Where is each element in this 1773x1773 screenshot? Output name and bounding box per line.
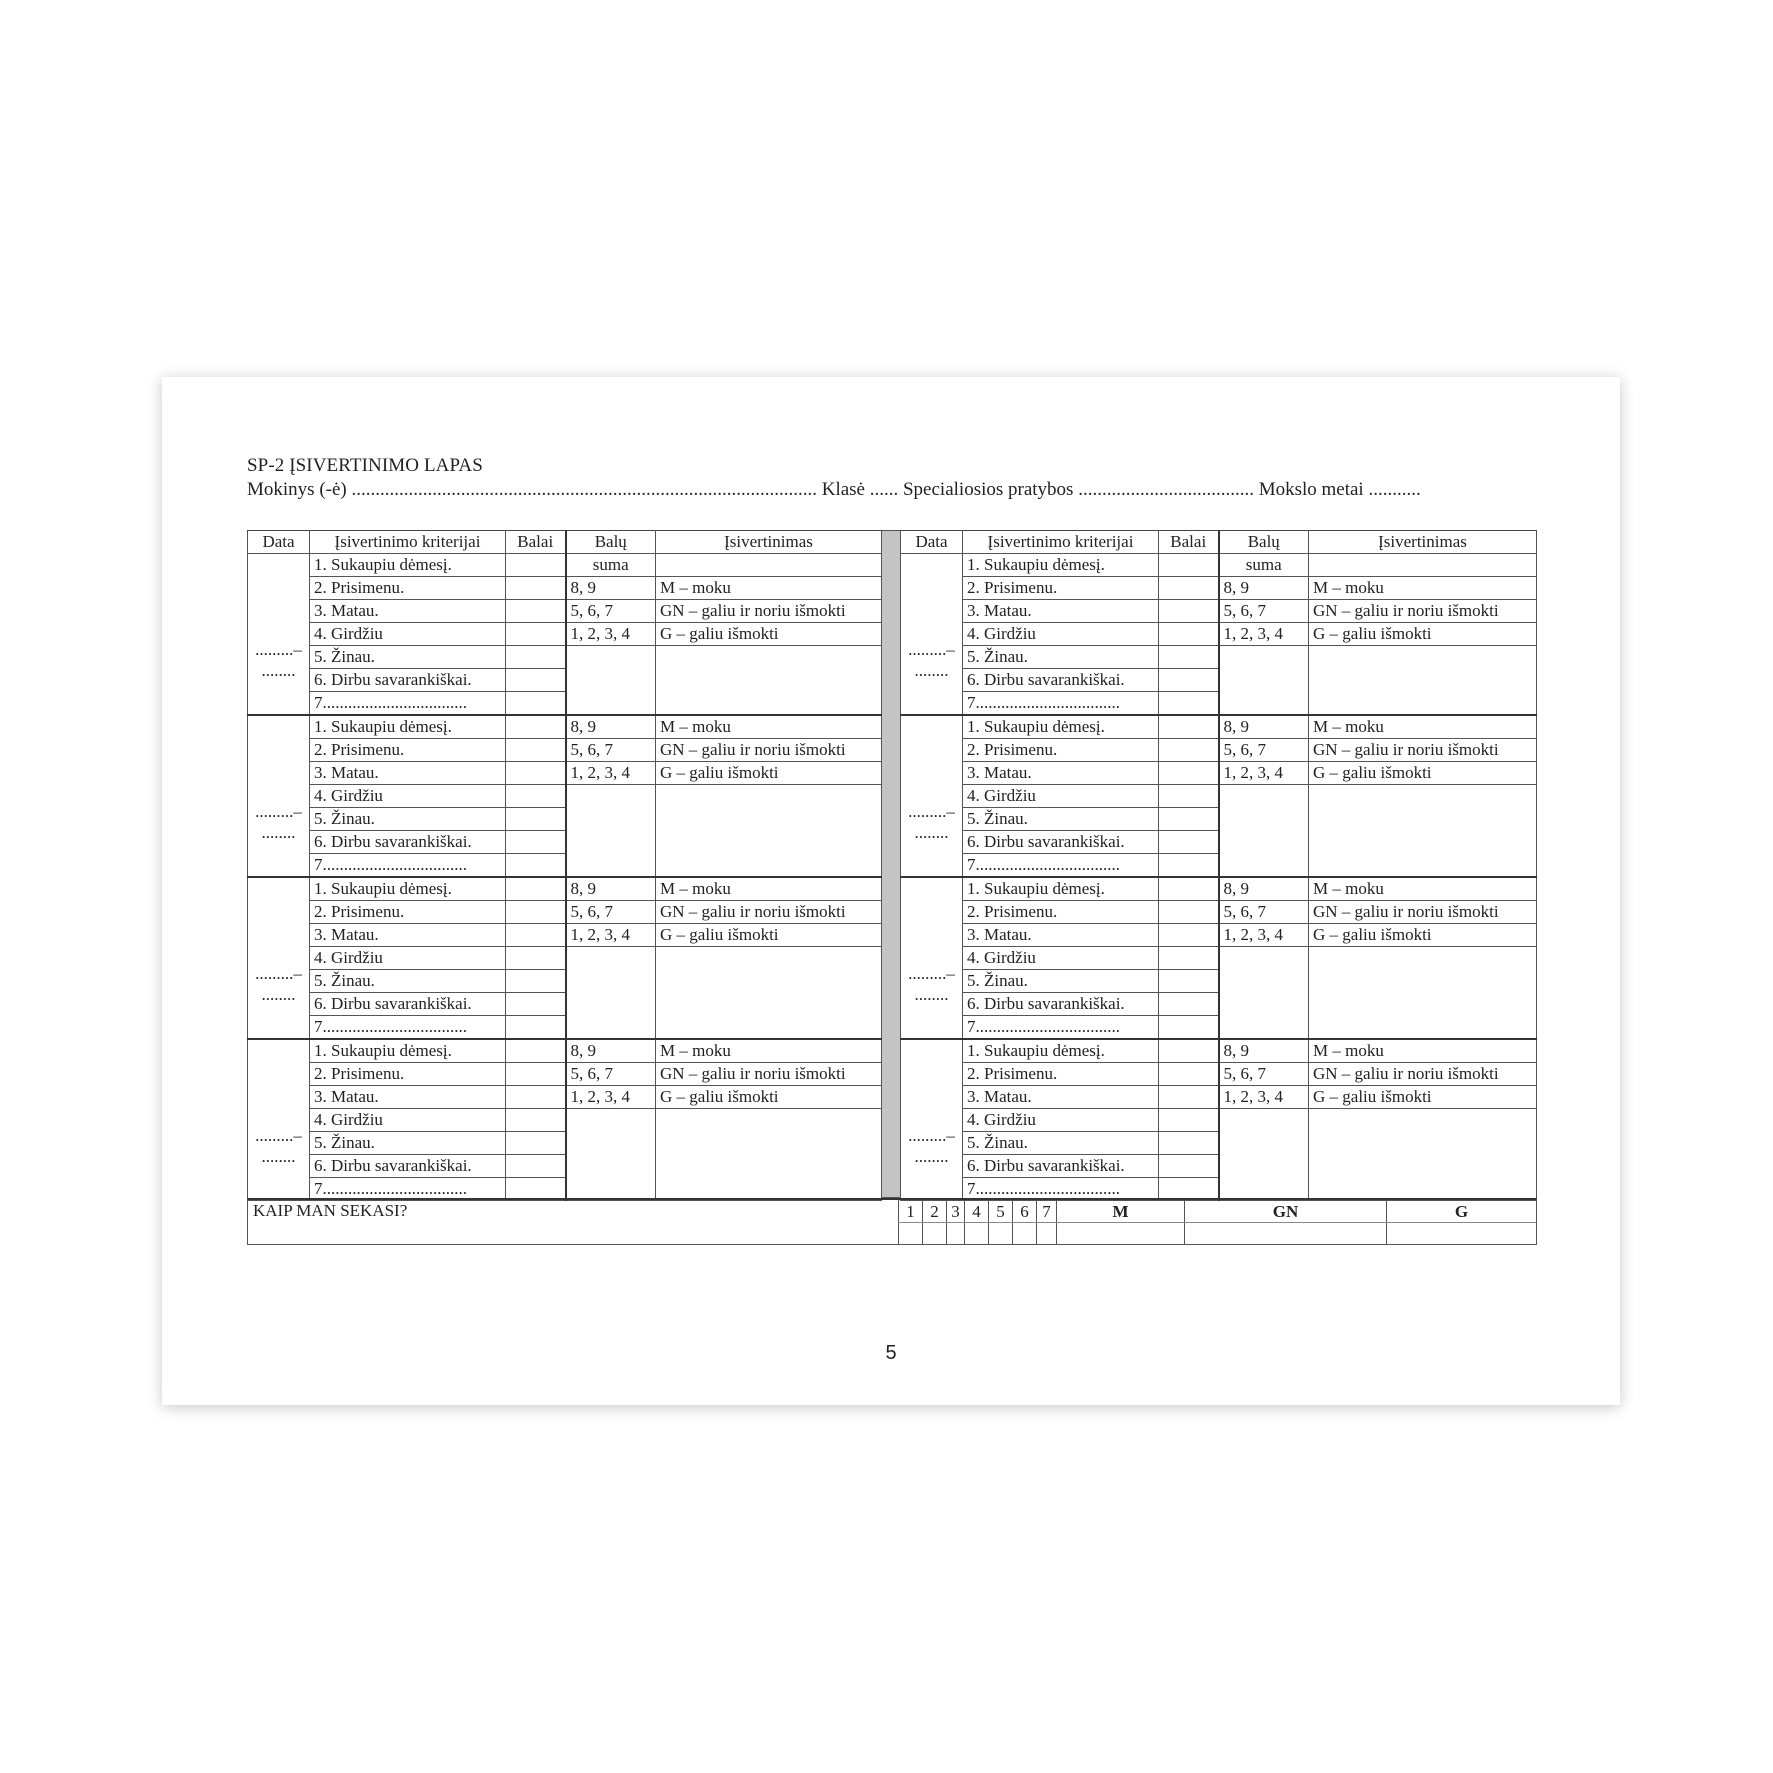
points-input-cell[interactable] <box>506 993 566 1016</box>
score-evaluation: M – moku <box>1309 877 1537 901</box>
points-input-cell[interactable] <box>1159 600 1219 623</box>
left-assessment-table <box>247 530 882 1201</box>
score-sum: 5, 6, 7 <box>566 600 656 623</box>
header-sum-bottom: suma <box>566 554 656 577</box>
scale-number-1: 1 <box>899 1200 923 1223</box>
points-input-cell[interactable] <box>1159 924 1219 947</box>
score-sum: 1, 2, 3, 4 <box>1219 623 1309 646</box>
scale-entry-cell[interactable] <box>989 1223 1013 1246</box>
score-evaluation: GN – galiu ir noriu išmokti <box>1309 901 1537 924</box>
score-sum: 1, 2, 3, 4 <box>566 1086 656 1109</box>
sum-entry-cell[interactable] <box>1219 1109 1309 1201</box>
points-input-cell[interactable] <box>1159 1063 1219 1086</box>
date-spacer <box>252 919 305 963</box>
criteria-row <box>901 877 1537 901</box>
criterion-label: 6. Dirbu savarankiškai. <box>310 831 506 854</box>
sum-entry-cell[interactable] <box>1219 947 1309 1040</box>
date-placeholder-to: ........ <box>914 661 949 680</box>
criteria-row <box>901 577 1537 600</box>
points-input-cell[interactable] <box>506 1016 566 1040</box>
scale-number-4: 4 <box>965 1200 989 1223</box>
criterion-label: 1. Sukaupiu dėmesį. <box>963 715 1159 739</box>
center-gutter <box>882 530 900 1198</box>
criteria-row <box>901 762 1537 785</box>
scale-number-5: 5 <box>989 1200 1013 1223</box>
criteria-row <box>901 623 1537 646</box>
points-input-cell[interactable] <box>1159 1155 1219 1178</box>
page-number: 5 <box>885 1342 897 1364</box>
score-sum: 8, 9 <box>566 715 656 739</box>
criteria-row <box>901 1086 1537 1109</box>
criteria-row <box>901 600 1537 623</box>
criterion-label: 3. Matau. <box>963 1086 1159 1109</box>
points-input-cell[interactable] <box>506 1039 566 1063</box>
points-input-cell[interactable] <box>506 854 566 878</box>
points-input-cell[interactable] <box>1159 623 1219 646</box>
score-sum: 5, 6, 7 <box>566 901 656 924</box>
score-evaluation: G – galiu išmokti <box>656 1086 882 1109</box>
points-input-cell[interactable] <box>506 739 566 762</box>
points-input-cell[interactable] <box>506 715 566 739</box>
scale-level-g: G <box>1387 1200 1537 1223</box>
criteria-row <box>248 739 882 762</box>
points-input-cell[interactable] <box>1159 785 1219 808</box>
criterion-label: 7.................................. <box>963 1178 1159 1201</box>
score-evaluation: M – moku <box>1309 1039 1537 1063</box>
criterion-label: 5. Žinau. <box>963 646 1159 669</box>
score-evaluation: GN – galiu ir noriu išmokti <box>656 739 882 762</box>
criterion-label: 6. Dirbu savarankiškai. <box>963 993 1159 1016</box>
points-input-cell[interactable] <box>1159 762 1219 785</box>
score-evaluation: GN – galiu ir noriu išmokti <box>1309 1063 1537 1086</box>
criterion-label: 4. Girdžiu <box>310 1109 506 1132</box>
score-evaluation: GN – galiu ir noriu išmokti <box>1309 739 1537 762</box>
points-input-cell[interactable] <box>506 947 566 970</box>
points-input-cell[interactable] <box>506 577 566 600</box>
date-placeholder-to: ........ <box>261 823 296 842</box>
date-cell[interactable] <box>248 715 310 877</box>
scale-entry-cell[interactable] <box>947 1223 965 1246</box>
criteria-row <box>901 1039 1537 1063</box>
criteria-row <box>248 877 882 901</box>
date-spacer <box>905 595 958 639</box>
date-placeholder-from: .........– <box>255 1126 302 1145</box>
evaluation-entry-cell[interactable] <box>1309 646 1537 716</box>
criterion-label: 3. Matau. <box>963 924 1159 947</box>
criterion-label: 4. Girdžiu <box>963 1109 1159 1132</box>
criterion-label: 7.................................. <box>963 1016 1159 1040</box>
criteria-row <box>248 646 882 669</box>
criteria-row <box>248 785 882 808</box>
criterion-label: 7.................................. <box>310 692 506 716</box>
date-placeholder-to: ........ <box>914 823 949 842</box>
criteria-row <box>248 1063 882 1086</box>
criterion-label: 4. Girdžiu <box>963 785 1159 808</box>
criterion-label: 7.................................. <box>963 854 1159 878</box>
criterion-label: 3. Matau. <box>310 600 506 623</box>
criteria-row <box>901 785 1537 808</box>
score-evaluation: G – galiu išmokti <box>1309 762 1537 785</box>
criterion-label: 7.................................. <box>310 1178 506 1201</box>
criteria-row <box>901 1109 1537 1132</box>
criteria-row <box>901 646 1537 669</box>
score-evaluation: M – moku <box>656 715 882 739</box>
scale-number-6: 6 <box>1013 1200 1037 1223</box>
header-row <box>248 531 882 554</box>
score-evaluation: G – galiu išmokti <box>1309 623 1537 646</box>
date-spacer <box>905 1081 958 1125</box>
right-half <box>900 530 1537 1201</box>
date-spacer <box>252 757 305 801</box>
criteria-row <box>248 924 882 947</box>
criterion-label: 5. Žinau. <box>310 970 506 993</box>
sum-entry-cell[interactable] <box>1219 785 1309 878</box>
score-sum: 5, 6, 7 <box>1219 600 1309 623</box>
date-cell[interactable] <box>901 715 963 877</box>
date-placeholder-from: .........– <box>908 964 955 983</box>
score-sum: 8, 9 <box>566 877 656 901</box>
score-evaluation: G – galiu išmokti <box>1309 924 1537 947</box>
header-criteria: Įsivertinimo kriterijai <box>963 531 1159 554</box>
criteria-row <box>248 1086 882 1109</box>
evaluation-entry-cell[interactable] <box>1309 947 1537 1040</box>
criterion-label: 1. Sukaupiu dėmesį. <box>310 1039 506 1063</box>
criteria-row <box>248 1109 882 1132</box>
criterion-label: 4. Girdžiu <box>963 623 1159 646</box>
date-placeholder-to: ........ <box>261 1147 296 1166</box>
criterion-label: 1. Sukaupiu dėmesį. <box>310 715 506 739</box>
points-input-cell[interactable] <box>1159 1109 1219 1132</box>
date-spacer <box>905 919 958 963</box>
scale-number-7: 7 <box>1037 1200 1057 1223</box>
score-sum: 8, 9 <box>1219 715 1309 739</box>
sum-entry-cell[interactable] <box>566 1109 656 1201</box>
points-input-cell[interactable] <box>506 785 566 808</box>
criteria-row <box>901 901 1537 924</box>
points-input-cell[interactable] <box>1159 1086 1219 1109</box>
points-input-cell[interactable] <box>506 623 566 646</box>
points-input-cell[interactable] <box>506 554 566 577</box>
points-input-cell[interactable] <box>1159 970 1219 993</box>
sum-entry-cell[interactable] <box>566 947 656 1040</box>
score-sum: 1, 2, 3, 4 <box>1219 924 1309 947</box>
score-evaluation: G – galiu išmokti <box>656 623 882 646</box>
date-cell[interactable] <box>901 877 963 1039</box>
criteria-row <box>248 577 882 600</box>
score-sum: 8, 9 <box>1219 577 1309 600</box>
scale-entry-cell[interactable] <box>1185 1223 1387 1246</box>
score-sum: 8, 9 <box>566 577 656 600</box>
date-placeholder-to: ........ <box>914 1147 949 1166</box>
points-input-cell[interactable] <box>506 1063 566 1086</box>
evaluation-entry-cell[interactable] <box>656 785 882 878</box>
criteria-row <box>901 947 1537 970</box>
score-evaluation: G – galiu išmokti <box>656 924 882 947</box>
header-row <box>901 531 1537 554</box>
criterion-label: 3. Matau. <box>310 924 506 947</box>
criterion-label: 5. Žinau. <box>310 808 506 831</box>
right-assessment-table <box>900 530 1537 1201</box>
score-sum: 1, 2, 3, 4 <box>1219 1086 1309 1109</box>
criterion-label: 6. Dirbu savarankiškai. <box>310 669 506 692</box>
evaluation-entry-cell[interactable] <box>1309 785 1537 878</box>
score-sum: 5, 6, 7 <box>1219 901 1309 924</box>
scale-level-m: M <box>1057 1200 1185 1223</box>
scale-number-2: 2 <box>923 1200 947 1223</box>
score-sum: 1, 2, 3, 4 <box>566 623 656 646</box>
points-input-cell[interactable] <box>1159 646 1219 669</box>
header-data: Data <box>248 531 310 554</box>
score-sum: 8, 9 <box>566 1039 656 1063</box>
points-input-cell[interactable] <box>506 924 566 947</box>
score-evaluation: GN – galiu ir noriu išmokti <box>656 901 882 924</box>
footer-scale <box>898 1200 1536 1244</box>
scale-entry-cell[interactable] <box>1037 1223 1057 1246</box>
sum-entry-cell[interactable] <box>1219 646 1309 716</box>
date-placeholder-from: .........– <box>255 640 302 659</box>
evaluation-blank <box>1309 554 1537 577</box>
points-input-cell[interactable] <box>1159 1039 1219 1063</box>
evaluation-entry-cell[interactable] <box>656 1109 882 1201</box>
criterion-label: 4. Girdžiu <box>963 947 1159 970</box>
score-evaluation: G – galiu išmokti <box>656 762 882 785</box>
header-sum-top: Balų <box>1219 531 1309 554</box>
date-cell[interactable] <box>248 1039 310 1201</box>
points-input-cell[interactable] <box>1159 739 1219 762</box>
score-sum: 1, 2, 3, 4 <box>566 762 656 785</box>
criterion-label: 4. Girdžiu <box>310 785 506 808</box>
criterion-label: 6. Dirbu savarankiškai. <box>310 993 506 1016</box>
criterion-label: 6. Dirbu savarankiškai. <box>310 1155 506 1178</box>
evaluation-entry-cell[interactable] <box>656 947 882 1040</box>
score-evaluation: GN – galiu ir noriu išmokti <box>656 600 882 623</box>
points-input-cell[interactable] <box>506 808 566 831</box>
points-input-cell[interactable] <box>506 692 566 716</box>
points-input-cell[interactable] <box>1159 854 1219 878</box>
score-sum: 1, 2, 3, 4 <box>1219 762 1309 785</box>
header-data: Data <box>901 531 963 554</box>
criterion-label: 1. Sukaupiu dėmesį. <box>963 554 1159 577</box>
sheet-title: SP-2 ĮSIVERTINIMO LAPAS <box>247 455 483 476</box>
criterion-label: 6. Dirbu savarankiškai. <box>963 1155 1159 1178</box>
date-placeholder-from: .........– <box>908 1126 955 1145</box>
criterion-label: 5. Žinau. <box>963 1132 1159 1155</box>
points-input-cell[interactable] <box>1159 577 1219 600</box>
date-placeholder-to: ........ <box>261 661 296 680</box>
date-spacer <box>905 757 958 801</box>
header-evaluation: Įsivertinimas <box>1309 531 1537 554</box>
student-info-line: Mokinys (-ė) .................................................................................................. Klasė ...... Specialiosios pratybos ..................................... Mokslo metai ........... <box>247 479 1421 500</box>
header-evaluation: Įsivertinimas <box>656 531 882 554</box>
criteria-row <box>901 924 1537 947</box>
points-input-cell[interactable] <box>1159 808 1219 831</box>
criterion-label: 5. Žinau. <box>310 1132 506 1155</box>
points-input-cell[interactable] <box>506 1155 566 1178</box>
criteria-row <box>901 739 1537 762</box>
criterion-label: 2. Prisimenu. <box>310 901 506 924</box>
criterion-label: 4. Girdžiu <box>310 947 506 970</box>
points-input-cell[interactable] <box>506 1086 566 1109</box>
date-placeholder-to: ........ <box>914 985 949 1004</box>
criterion-label: 6. Dirbu savarankiškai. <box>963 831 1159 854</box>
date-cell[interactable] <box>901 1039 963 1201</box>
footer-question: KAIP MAN SEKASI? <box>253 1201 408 1220</box>
points-input-cell[interactable] <box>506 600 566 623</box>
points-input-cell[interactable] <box>506 970 566 993</box>
points-input-cell[interactable] <box>506 877 566 901</box>
evaluation-blank <box>656 554 882 577</box>
criteria-row <box>901 1063 1537 1086</box>
evaluation-entry-cell[interactable] <box>656 646 882 716</box>
header-sum-bottom: suma <box>1219 554 1309 577</box>
footer-self-check <box>247 1198 1537 1245</box>
points-input-cell[interactable] <box>506 669 566 692</box>
scale-entry-cell[interactable] <box>1057 1223 1185 1246</box>
score-evaluation: M – moku <box>656 1039 882 1063</box>
points-input-cell[interactable] <box>1159 901 1219 924</box>
score-evaluation: GN – galiu ir noriu išmokti <box>1309 600 1537 623</box>
date-placeholder-from: .........– <box>255 802 302 821</box>
points-input-cell[interactable] <box>1159 947 1219 970</box>
score-sum: 5, 6, 7 <box>1219 739 1309 762</box>
criterion-label: 2. Prisimenu. <box>963 577 1159 600</box>
points-input-cell[interactable] <box>506 762 566 785</box>
points-input-cell[interactable] <box>1159 692 1219 716</box>
criterion-label: 2. Prisimenu. <box>310 577 506 600</box>
scale-entry-cell[interactable] <box>899 1223 923 1246</box>
criterion-label: 3. Matau. <box>310 762 506 785</box>
criterion-label: 7.................................. <box>310 1016 506 1040</box>
criterion-label: 5. Žinau. <box>963 970 1159 993</box>
criterion-label: 2. Prisimenu. <box>963 739 1159 762</box>
scale-entry-cell[interactable] <box>923 1223 947 1246</box>
header-sum-top: Balų <box>566 531 656 554</box>
sum-entry-cell[interactable] <box>566 646 656 716</box>
criterion-label: 7.................................. <box>310 854 506 878</box>
criterion-label: 5. Žinau. <box>310 646 506 669</box>
criterion-label: 6. Dirbu savarankiškai. <box>963 669 1159 692</box>
score-evaluation: M – moku <box>1309 715 1537 739</box>
date-placeholder-from: .........– <box>255 964 302 983</box>
date-placeholder-from: .........– <box>908 640 955 659</box>
points-input-cell[interactable] <box>1159 1132 1219 1155</box>
score-evaluation: GN – galiu ir noriu išmokti <box>656 1063 882 1086</box>
points-input-cell[interactable] <box>506 1109 566 1132</box>
scale-entry-cell[interactable] <box>1387 1223 1537 1246</box>
scale-entry-cell[interactable] <box>965 1223 989 1246</box>
score-evaluation: M – moku <box>1309 577 1537 600</box>
points-input-cell[interactable] <box>506 831 566 854</box>
criteria-row <box>248 1039 882 1063</box>
points-input-cell[interactable] <box>1159 831 1219 854</box>
sum-entry-cell[interactable] <box>566 785 656 878</box>
criteria-row <box>248 600 882 623</box>
score-sum: 1, 2, 3, 4 <box>566 924 656 947</box>
header-criteria: Įsivertinimo kriterijai <box>310 531 506 554</box>
criteria-row <box>248 901 882 924</box>
score-sum: 5, 6, 7 <box>566 739 656 762</box>
criterion-label: 7.................................. <box>963 692 1159 716</box>
score-evaluation: G – galiu išmokti <box>1309 1086 1537 1109</box>
points-input-cell[interactable] <box>506 1132 566 1155</box>
criterion-label: 1. Sukaupiu dėmesį. <box>310 877 506 901</box>
criterion-label: 5. Žinau. <box>963 808 1159 831</box>
criterion-label: 2. Prisimenu. <box>310 1063 506 1086</box>
date-cell[interactable] <box>248 554 310 716</box>
date-spacer <box>252 595 305 639</box>
scale-number-3: 3 <box>947 1200 965 1223</box>
header-points: Balai <box>506 531 566 554</box>
points-input-cell[interactable] <box>1159 993 1219 1016</box>
score-sum: 5, 6, 7 <box>1219 1063 1309 1086</box>
evaluation-entry-cell[interactable] <box>1309 1109 1537 1201</box>
criteria-row <box>248 762 882 785</box>
criterion-label: 2. Prisimenu. <box>310 739 506 762</box>
date-spacer <box>252 1081 305 1125</box>
criterion-label: 3. Matau. <box>310 1086 506 1109</box>
criterion-label: 2. Prisimenu. <box>963 901 1159 924</box>
criteria-row <box>248 623 882 646</box>
score-evaluation: M – moku <box>656 877 882 901</box>
date-cell[interactable] <box>901 554 963 716</box>
criteria-row <box>901 715 1537 739</box>
points-input-cell[interactable] <box>1159 715 1219 739</box>
points-input-cell[interactable] <box>506 646 566 669</box>
criteria-row <box>248 947 882 970</box>
criteria-row <box>901 554 1537 577</box>
points-input-cell[interactable] <box>1159 669 1219 692</box>
score-sum: 8, 9 <box>1219 1039 1309 1063</box>
scale-entry-cell[interactable] <box>1013 1223 1037 1246</box>
criterion-label: 2. Prisimenu. <box>963 1063 1159 1086</box>
criteria-row <box>248 715 882 739</box>
criterion-label: 1. Sukaupiu dėmesį. <box>963 877 1159 901</box>
score-evaluation: M – moku <box>656 577 882 600</box>
score-sum: 5, 6, 7 <box>566 1063 656 1086</box>
criterion-label: 3. Matau. <box>963 762 1159 785</box>
points-input-cell[interactable] <box>1159 554 1219 577</box>
points-input-cell[interactable] <box>1159 1016 1219 1040</box>
left-half <box>247 530 882 1201</box>
date-placeholder-to: ........ <box>261 985 296 1004</box>
criterion-label: 4. Girdžiu <box>310 623 506 646</box>
criteria-row <box>248 554 882 577</box>
criterion-label: 1. Sukaupiu dėmesį. <box>310 554 506 577</box>
worksheet-page <box>162 377 1620 1405</box>
criterion-label: 1. Sukaupiu dėmesį. <box>963 1039 1159 1063</box>
criterion-label: 3. Matau. <box>963 600 1159 623</box>
header-points: Balai <box>1159 531 1219 554</box>
points-input-cell[interactable] <box>1159 877 1219 901</box>
date-placeholder-from: .........– <box>908 802 955 821</box>
scale-level-gn: GN <box>1185 1200 1387 1223</box>
score-sum: 8, 9 <box>1219 877 1309 901</box>
date-cell[interactable] <box>248 877 310 1039</box>
points-input-cell[interactable] <box>506 901 566 924</box>
